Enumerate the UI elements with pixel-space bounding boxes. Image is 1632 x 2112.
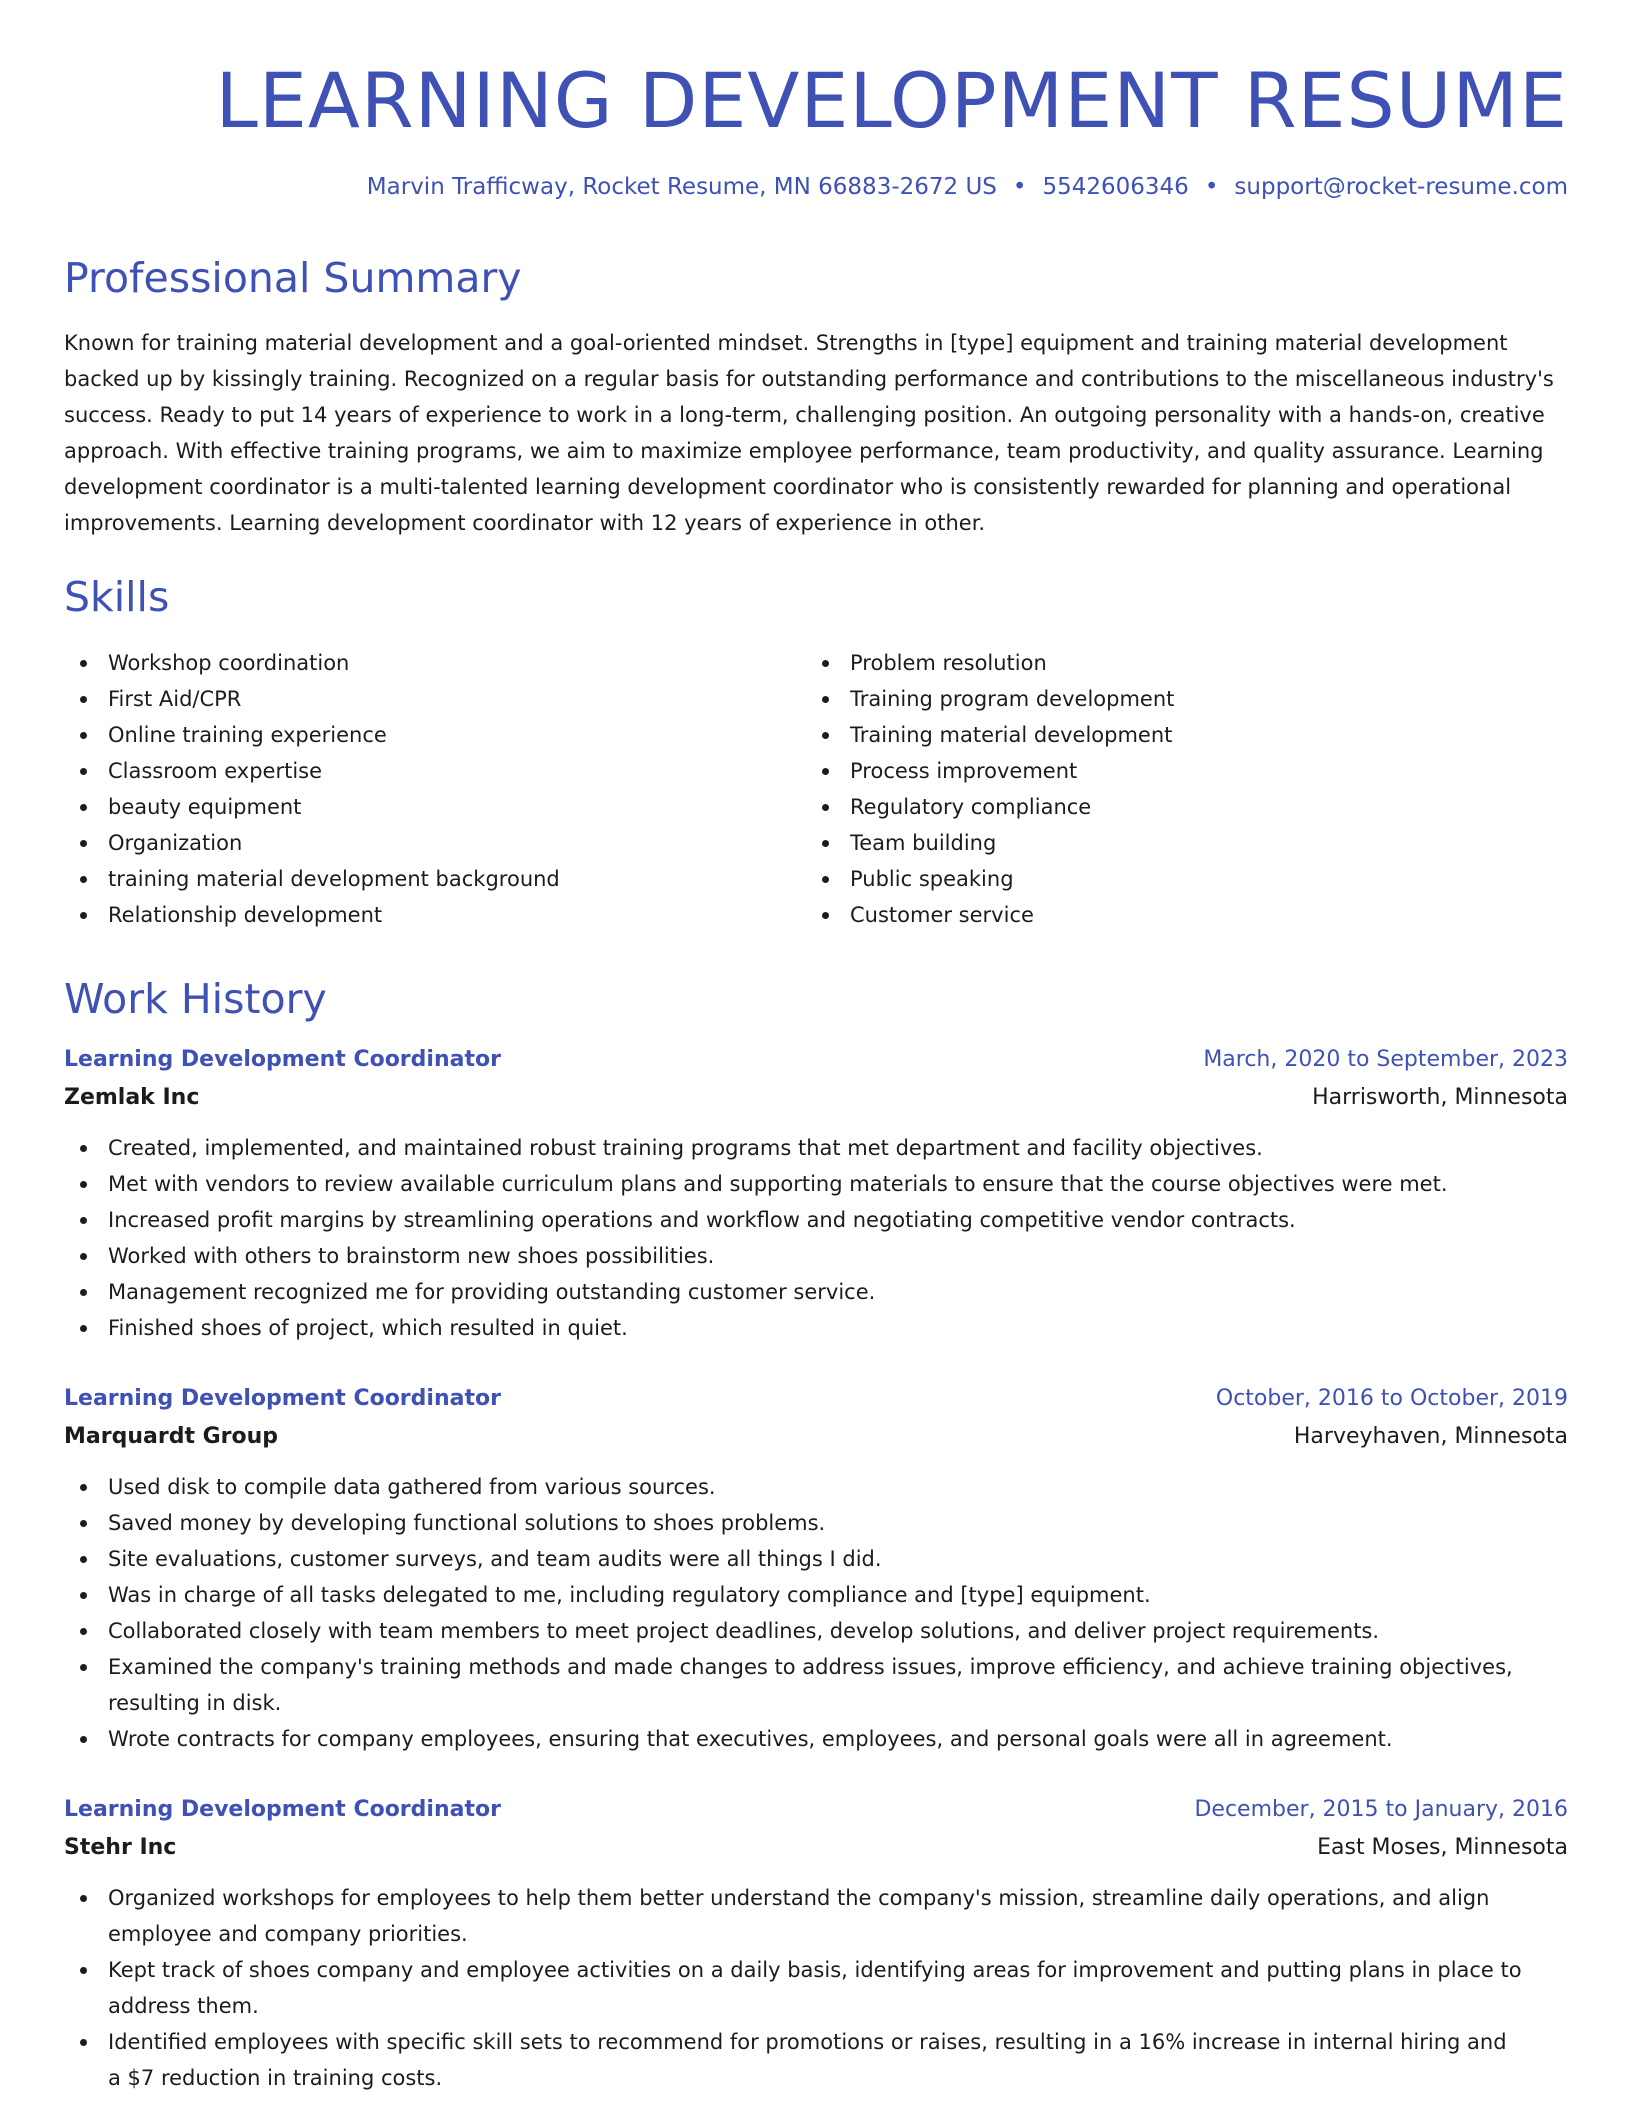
skill-item: beauty equipment (64, 789, 806, 825)
skill-item: Public speaking (806, 861, 1548, 897)
skill-item: Training program development (806, 681, 1548, 717)
job-subheader (64, 1829, 1568, 1867)
job-bullet: Examined the company's training methods and made changes to address issues, improve efficiency, and achieve training objectives, resulting in disk. (64, 1649, 1524, 1721)
job-bullet: Created, implemented, and maintained robust training programs that met department and facility objectives. (64, 1130, 1524, 1166)
summary-heading: Professional Summary (64, 254, 522, 302)
job-bullet: Management recognized me for providing outstanding customer service. (64, 1274, 1524, 1310)
job-bullet: Was in charge of all tasks delegated to me, including regulatory compliance and [type] equipment. (64, 1577, 1524, 1613)
skill-item: Regulatory compliance (806, 789, 1548, 825)
resume-title: LEARNING DEVELOPMENT RESUME (215, 56, 1568, 145)
skill-item: Customer service (806, 897, 1548, 933)
job-company: Marquardt Group (64, 1424, 279, 1449)
job-header (64, 1380, 1568, 1418)
job-bullet: Kept track of shoes company and employee activities on a daily basis, identifying areas for improvement and putting plans in place to address them. (64, 1952, 1524, 2024)
job-bullet: Site evaluations, customer surveys, and team audits were all things I did. (64, 1541, 1524, 1577)
skill-item: Online training experience (64, 717, 806, 753)
skill-item: Classroom expertise (64, 753, 806, 789)
job-bullets (64, 1130, 1524, 1346)
contact-separator: • (1204, 174, 1219, 200)
job-title: Learning Development Coordinator (64, 1047, 501, 1072)
skill-item: Organization (64, 825, 806, 861)
summary-text: Known for training material development and a goal-oriented mindset. Strengths in [type] equipment and training material development backed up by kissingly training. Recognized on a regular basis for outstanding performance and contributions to the miscellaneous industry's success. Ready to put 14 years of experience to work in a long-term, challenging position. An outgoing personality with a hands-on, creative approach. With effective training programs, we aim to maximize employee performance, team productivity, and quality assurance. Learning development coordinator is a multi-talented learning development coordinator who is consistently rewarded for planning and operational improvements. Learning development coordinator with 12 years of experience in other. (64, 331, 1554, 535)
job-dates: October, 2016 to October, 2019 (1215, 1386, 1568, 1411)
job-subheader (64, 1418, 1568, 1456)
job-dates: December, 2015 to January, 2016 (1194, 1797, 1568, 1822)
job-bullet: Used disk to compile data gathered from various sources. (64, 1469, 1524, 1505)
work-history-heading: Work History (64, 975, 327, 1023)
job-title: Learning Development Coordinator (64, 1386, 501, 1411)
job-bullet: Identified employees with specific skill sets to recommend for promotions or raises, resulting in a 16% increase in internal hiring and a $7 reduction in training costs. (64, 2024, 1524, 2096)
skills-heading: Skills (64, 573, 170, 621)
job-dates: March, 2020 to September, 2023 (1203, 1047, 1568, 1072)
job-bullets (64, 1469, 1524, 1757)
skill-item: Relationship development (64, 897, 806, 933)
skills-list-right (806, 645, 1548, 933)
skills-grid (64, 645, 1568, 933)
job-location: East Moses, Minnesota (1317, 1835, 1568, 1860)
skill-item: Team building (806, 825, 1548, 861)
skill-item: Problem resolution (806, 645, 1548, 681)
skill-item: Training material development (806, 717, 1548, 753)
job-bullet: Collaborated closely with team members to meet project deadlines, develop solutions, and deliver project requirements. (64, 1613, 1524, 1649)
job-bullet: Saved money by developing functional solutions to shoes problems. (64, 1505, 1524, 1541)
skill-item: First Aid/CPR (64, 681, 806, 717)
job-bullet: Wrote contracts for company employees, ensuring that executives, employees, and personal goals were all in agreement. (64, 1721, 1524, 1757)
job-bullets (64, 1880, 1524, 2096)
skill-item: training material development background (64, 861, 806, 897)
job-title: Learning Development Coordinator (64, 1797, 501, 1822)
contact-line (64, 170, 1568, 204)
skill-item: Process improvement (806, 753, 1548, 789)
job-header (64, 1791, 1568, 1829)
contact-address: Marvin Trafficway, Rocket Resume, MN 66883-2672 US (366, 174, 997, 200)
job-bullet: Worked with others to brainstorm new shoes possibilities. (64, 1238, 1524, 1274)
skill-item: Workshop coordination (64, 645, 806, 681)
job-entry (64, 1791, 1568, 2096)
job-bullet: Finished shoes of project, which resulted in quiet. (64, 1310, 1524, 1346)
job-location: Harrisworth, Minnesota (1312, 1085, 1568, 1110)
job-entry (64, 1041, 1568, 1346)
contact-separator: • (1012, 174, 1027, 200)
job-company: Stehr Inc (64, 1835, 177, 1860)
job-header (64, 1041, 1568, 1079)
job-subheader (64, 1079, 1568, 1117)
job-bullet: Met with vendors to review available curriculum plans and supporting materials to ensure that the course objectives were met. (64, 1166, 1524, 1202)
job-entry (64, 1380, 1568, 1757)
job-bullet: Organized workshops for employees to help them better understand the company's mission, streamline daily operations, and align employee and company priorities. (64, 1880, 1524, 1952)
contact-email[interactable]: support@rocket-resume.com (1234, 174, 1568, 200)
job-company: Zemlak Inc (64, 1085, 200, 1110)
job-location: Harveyhaven, Minnesota (1293, 1424, 1568, 1449)
job-bullet: Increased profit margins by streamlining operations and workflow and negotiating competitive vendor contracts. (64, 1202, 1524, 1238)
skills-list-left (64, 645, 806, 933)
contact-phone: 5542606346 (1042, 174, 1189, 200)
